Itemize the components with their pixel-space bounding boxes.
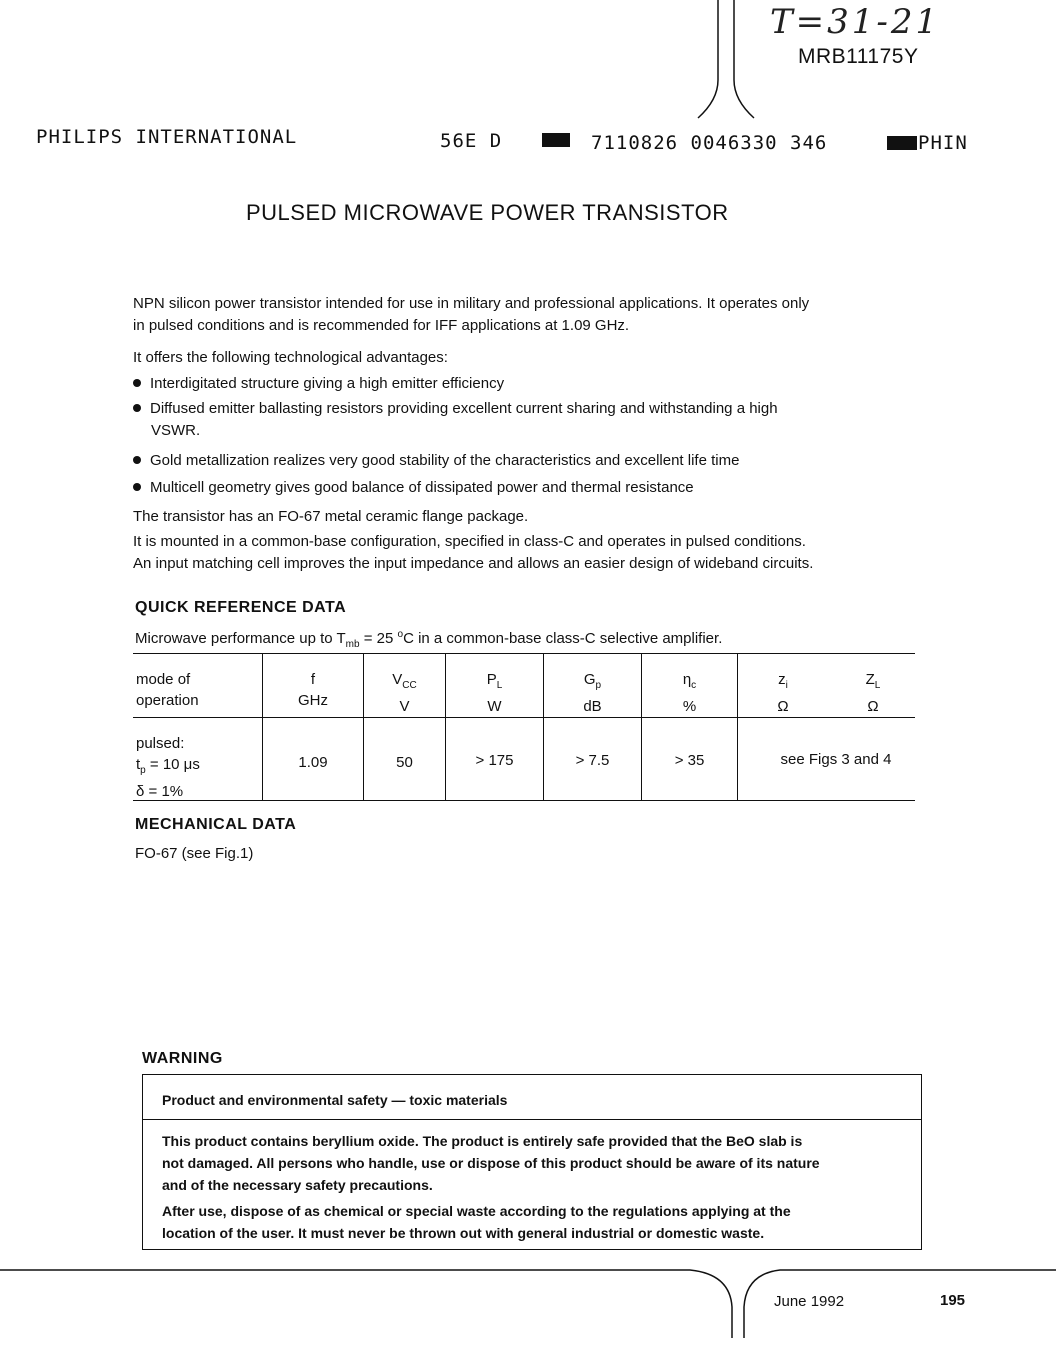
intro-line-2: in pulsed conditions and is recommended for IFF applications at 1.09 GHz. (133, 317, 630, 334)
advantage-item-4: Multicell geometry gives good balance of dissipated power and thermal resistance (133, 477, 694, 499)
advantage-item-2: Diffused emitter ballasting resistors providing excellent current sharing and withstanding a high VSWR. (133, 398, 778, 442)
footer-page-number: 195 (940, 1292, 966, 1309)
row-pl: > 175 (475, 752, 514, 769)
advantage-item-1: Interdigitated structure giving a high emitter efficiency (133, 373, 504, 395)
warning-paragraph-2: After use, dispose of as chemical or special waste according to the regulations applying at the location of the user. It must never be thrown out with general industrial or domestic waste. (162, 1203, 791, 1241)
row-vcc: 50 (396, 754, 413, 771)
warning-heading: WARNING (142, 1050, 223, 1067)
row-frequency: 1.09 (298, 754, 328, 771)
header-mode: mode of operation (136, 671, 199, 709)
black-block-2 (887, 136, 917, 150)
top-bracket-decoration (690, 0, 770, 125)
code-line-a: 56E D (440, 130, 503, 152)
mechanical-text: FO-67 (see Fig.1) (135, 845, 254, 862)
mechanical-heading: MECHANICAL DATA (135, 816, 297, 833)
header-zi: $z_i$ Ω (777, 671, 789, 715)
mount-paragraph: It is mounted in a common-base configuration, specified in class-C and operates in pulsed conditions. An input matching cell improves the input impedance and allows an easier design of wideband circuits. (133, 533, 814, 572)
row-mode: pulsed: $t_p = 10$ μs δ = 1% (136, 735, 200, 800)
black-block-1 (542, 133, 570, 147)
warning-paragraph-1: This product contains beryllium oxide. The product is entirely safe provided that the BeO slab is not damaged. All persons who handle, use or dispose of this product should be aware of its nature and of the necessary safety precautions. (162, 1133, 820, 1193)
header-gp: $G_p$ dB (583, 671, 602, 715)
row-gp: > 7.5 (575, 752, 610, 769)
quick-reference-heading: QUICK REFERENCE DATA (135, 599, 347, 616)
package-text: The transistor has an FO-67 metal ceramic flange package. (133, 508, 529, 525)
company-name: PHILIPS INTERNATIONAL (36, 126, 298, 148)
advantages-intro: It offers the following technological advantages: (133, 349, 448, 366)
quick-reference-table (133, 653, 915, 801)
header-frequency: f GHz (298, 671, 328, 709)
footer-date: June 1992 (774, 1293, 845, 1310)
part-number: MRB11175Y (798, 45, 919, 68)
quick-reference-subtitle: Microwave performance up to $T_{mb} = 25$ $^o$C in a common-base class-C selective amplifier. (135, 629, 723, 650)
code-line-b: 7110826 0046330 346 (591, 132, 828, 154)
header-pl: $P_L$ W (486, 671, 503, 715)
code-line-c: PHIN (918, 132, 968, 154)
row-impedance: see Figs 3 and 4 (780, 751, 892, 768)
header-vcc: $V_{CC}$ V (392, 671, 417, 715)
intro-line-1: NPN silicon power transistor intended for use in military and professional applications. It operates only (133, 295, 810, 312)
warning-box-title: Product and environmental safety — toxic materials (162, 1092, 508, 1108)
page-title: PULSED MICROWAVE POWER TRANSISTOR (246, 200, 729, 225)
footer-bracket-decoration (0, 1262, 1056, 1342)
warning-box (142, 1074, 922, 1250)
advantage-item-3: Gold metallization realizes very good stability of the characteristics and excellent life time (133, 450, 739, 472)
bullet-icon (133, 379, 141, 387)
bullet-icon (133, 483, 141, 491)
row-efficiency: > 35 (674, 752, 705, 769)
header-efficiency: $\eta_c$ % (682, 671, 697, 715)
intro-paragraph (133, 293, 933, 337)
bullet-icon (133, 456, 141, 464)
handwritten-code: T=31-21 (770, 2, 941, 42)
header-zl: $Z_L$ Ω (865, 671, 881, 715)
bullet-icon (133, 404, 141, 412)
